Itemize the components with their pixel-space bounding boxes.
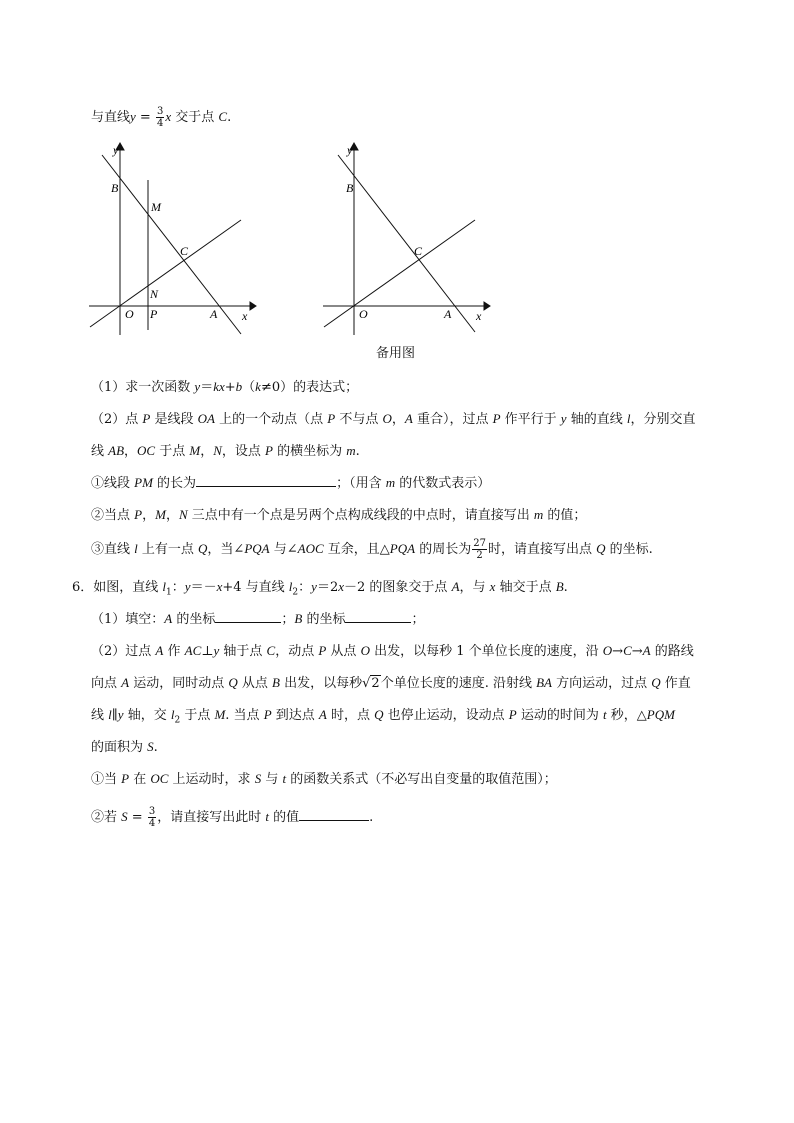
text: . [153, 740, 158, 755]
var: OC [150, 771, 169, 786]
text: （ [242, 380, 256, 395]
text: 与∠ [269, 542, 298, 557]
text: 的函数关系式（不必写出自变量的取值范围）； [286, 772, 557, 787]
text: （2）过点 [91, 644, 156, 659]
text: 重合），过点 [412, 412, 493, 427]
frac-num: 27 [473, 538, 486, 549]
text: ： [171, 580, 185, 595]
figure-caption: 备用图 [376, 346, 416, 361]
var: y [117, 707, 124, 722]
text: ， [165, 508, 179, 523]
text: ②当点 [91, 508, 135, 523]
text: ， [200, 444, 214, 459]
var: Q [198, 541, 208, 556]
var: BA [536, 675, 552, 690]
label-c: C [414, 244, 423, 258]
var: y [213, 643, 220, 658]
text: 于点 [155, 444, 190, 459]
var: kx [213, 379, 225, 394]
text: ： [298, 580, 312, 595]
text: 的坐标. [605, 542, 653, 557]
q6-part2-line3 [91, 706, 675, 730]
figure-2 [318, 140, 493, 340]
var: C [623, 643, 632, 658]
subscript: 2 [174, 715, 181, 726]
text: 的横坐标为 [273, 444, 347, 459]
sqrt-2: √2 [362, 676, 380, 691]
text: 轴的直线 [566, 412, 627, 427]
label-b: B [111, 181, 119, 195]
text: ，请直接写出此时 [157, 810, 266, 825]
label-n: N [150, 287, 159, 301]
var: y [184, 579, 191, 594]
text: 的路线 [650, 644, 694, 659]
var: Q [651, 675, 661, 690]
radicand: 2 [371, 676, 380, 691]
q5-sub3 [91, 538, 653, 561]
text: ＝－ [190, 580, 217, 595]
q5-part1 [91, 378, 358, 397]
var: l [626, 411, 631, 426]
text: 互余，且△ [323, 542, 390, 557]
text: ， [142, 508, 156, 523]
var-x: x [165, 109, 172, 124]
q6-sub1 [91, 770, 557, 789]
var: P [263, 707, 272, 722]
text: 于点 [180, 708, 215, 723]
q6-part2-line2 [91, 674, 691, 693]
label-b: B [346, 181, 354, 195]
line-oc [324, 220, 475, 327]
text: 上运动时，求 [168, 772, 255, 787]
intro-text: 与直线 [91, 110, 131, 125]
text: 的值； [543, 508, 587, 523]
q6-part2-line1 [91, 642, 694, 661]
var: b [235, 379, 243, 394]
text: 轴交于点 [495, 580, 556, 595]
text: 6．如图，直线 [72, 580, 163, 595]
q6-part1 [91, 610, 425, 629]
q6-sub2 [91, 806, 373, 829]
var: PQA [389, 541, 416, 556]
text: 线 [91, 444, 109, 459]
var: P [142, 411, 151, 426]
var: t [265, 809, 269, 824]
var: y [194, 379, 201, 394]
text: 出发，以每秒 1 个单位长度的速度，沿 [369, 644, 603, 659]
text: 作 [163, 644, 185, 659]
fraction-27-2 [472, 538, 487, 561]
label-o: O [359, 307, 368, 321]
var: M [155, 507, 166, 522]
var: l [288, 579, 293, 594]
var: l [162, 579, 167, 594]
text: 运动，同时动点 [129, 676, 229, 691]
text: 向点 [91, 676, 122, 691]
text: → [631, 644, 643, 659]
fraction-3-4 [156, 106, 164, 129]
var: P [121, 771, 130, 786]
line-ab [338, 155, 475, 332]
answer-blank[interactable] [299, 808, 369, 821]
x-axis-arrow [250, 302, 256, 310]
text: 到达点 [271, 708, 319, 723]
text: ， [391, 412, 405, 427]
var: AB [108, 443, 125, 458]
var: A [642, 643, 651, 658]
var: A [318, 707, 327, 722]
text: ①当 [91, 772, 122, 787]
text: 出发，以每秒 [279, 676, 363, 691]
text: ，分别交直 [630, 412, 696, 427]
text: ∥ [111, 708, 118, 723]
text: 的值 [268, 810, 300, 825]
text: 个单位长度的速度. 沿射线 [380, 676, 537, 691]
text: ，设点 [221, 444, 266, 459]
text: 时，点 [326, 708, 375, 723]
label-x: x [476, 309, 482, 323]
var: t [282, 771, 287, 786]
text: 时，请直接写出点 [487, 542, 597, 557]
var: x [338, 579, 345, 594]
var: PQA [244, 541, 270, 556]
label-m: M [151, 200, 161, 214]
frac-den: 4 [156, 118, 164, 129]
var: y [560, 411, 567, 426]
var: m [385, 475, 396, 490]
frac-num: 3 [148, 806, 156, 817]
answer-blank[interactable] [345, 610, 411, 623]
frac-den: 4 [148, 818, 156, 829]
label-y: y [113, 143, 119, 157]
point-c: C [218, 109, 228, 124]
var: B [294, 611, 303, 626]
var: l [170, 707, 175, 722]
frac-num: 3 [156, 106, 164, 117]
text: 作直 [660, 676, 691, 691]
label-o: O [125, 307, 134, 321]
label-p: P [150, 307, 158, 321]
label-a: A [210, 307, 218, 321]
var: y [311, 579, 317, 594]
text: 作平行于 [500, 412, 561, 427]
text: = [127, 810, 147, 825]
text: + [224, 380, 236, 395]
text: －2 的图象交于点 [344, 580, 452, 595]
text: 是线段 [150, 412, 198, 427]
text: 从点 [237, 676, 273, 691]
text: ≠0）的表达式； [260, 380, 359, 395]
text: ；（用含 [336, 476, 386, 491]
text: ＝ [200, 380, 214, 395]
text: ； [281, 612, 295, 627]
line-ab [102, 155, 241, 334]
q5-part2-line1 [91, 410, 695, 429]
var: M [214, 707, 226, 722]
text: +4 与直线 [222, 580, 289, 595]
var: P [492, 411, 501, 426]
var: O [360, 643, 370, 658]
label-y: y [347, 143, 353, 157]
var: Q [228, 675, 238, 690]
var: Q [374, 707, 384, 722]
text: 方向运动，过点 [551, 676, 652, 691]
frac-den: 2 [476, 550, 483, 561]
var: P [327, 411, 336, 426]
var: O [382, 411, 392, 426]
var: AC [184, 643, 202, 658]
var: P [134, 507, 143, 522]
text: ，动点 [275, 644, 319, 659]
var: S [254, 771, 262, 786]
text: . [563, 580, 568, 595]
text: 运动的时间为 [516, 708, 604, 723]
text: ①线段 [91, 476, 135, 491]
var-y: y [130, 109, 136, 124]
text: （2）点 [91, 412, 143, 427]
text: 的面积为 [91, 740, 148, 755]
var: A [121, 675, 130, 690]
text: . [369, 810, 374, 825]
text: ⊥ [201, 644, 214, 659]
equals: = [135, 110, 155, 125]
var: P [318, 643, 327, 658]
period: . [227, 110, 232, 125]
text: 的代数式表示） [395, 476, 491, 491]
text: 不与点 [335, 412, 383, 427]
var: A [451, 579, 460, 594]
var: OC [137, 443, 156, 458]
label-x: x [242, 309, 248, 323]
text: ， [124, 444, 138, 459]
text: ＝2 [316, 580, 339, 595]
var: PM [134, 475, 153, 490]
var: O [602, 643, 613, 658]
text: 从点 [326, 644, 361, 659]
subscript: 2 [292, 587, 299, 598]
text: 上的一个动点（点 [214, 412, 328, 427]
text: 在 [129, 772, 151, 787]
text: . [355, 444, 360, 459]
text: （1）填空： [91, 612, 165, 627]
var: x [489, 579, 496, 594]
q5-sub1 [91, 474, 490, 493]
text: 的坐标 [172, 612, 216, 627]
var: t [603, 707, 607, 722]
var: k [255, 379, 261, 394]
var: B [555, 579, 564, 594]
text: 轴于点 [219, 644, 267, 659]
q6-part2-line4 [91, 738, 158, 757]
text: ； [411, 612, 425, 627]
figure-1 [84, 140, 259, 340]
var: m [346, 443, 356, 458]
var: P [265, 443, 273, 458]
var: m [533, 507, 544, 522]
var: A [155, 643, 164, 658]
var: OA [197, 411, 215, 426]
text: 与 [261, 772, 283, 787]
q5-part2-line2 [91, 442, 360, 461]
var: l [134, 541, 138, 556]
var: B [272, 675, 280, 690]
var: x [216, 579, 223, 594]
text: 三点中有一个点是另两个点构成线段的中点时，请直接写出 [187, 508, 534, 523]
text: . 当点 [225, 708, 264, 723]
var: N [213, 443, 222, 458]
q5-sub2 [91, 506, 586, 525]
var: N [178, 507, 188, 522]
text: 的长为 [152, 476, 197, 491]
text: ②若 [91, 810, 122, 825]
text: ③直线 [91, 542, 135, 557]
fraction-3-4 [148, 806, 156, 829]
text: 的周长为 [415, 542, 472, 557]
text: 轴，交 [123, 708, 171, 723]
text: ，当∠ [207, 542, 245, 557]
label-a: A [444, 307, 452, 321]
subscript: 1 [166, 587, 172, 598]
var: AOC [297, 541, 324, 556]
answer-blank[interactable] [196, 474, 336, 487]
text: 线 [91, 708, 109, 723]
text: 秒，△ [606, 708, 647, 723]
var: M [189, 443, 201, 458]
text: → [612, 644, 624, 659]
text: 的坐标 [302, 612, 346, 627]
text: 上有一点 [137, 542, 199, 557]
x-axis-arrow [484, 302, 490, 310]
text: （1）求一次函数 [91, 380, 195, 395]
text: ，与 [459, 580, 490, 595]
var: P [508, 707, 517, 722]
intro-text-2: 交于点 [171, 110, 219, 125]
var: PQM [646, 707, 675, 722]
text: 也停止运动，设动点 [383, 708, 509, 723]
var: l [108, 707, 112, 722]
var: S [121, 809, 128, 824]
var: A [404, 411, 413, 426]
var: S [147, 739, 154, 754]
var: Q [596, 541, 606, 556]
intro-line [91, 106, 231, 129]
var: C [266, 643, 276, 658]
answer-blank[interactable] [215, 610, 281, 623]
label-c: C [180, 244, 189, 258]
q6-header [72, 578, 568, 602]
var: A [164, 611, 173, 626]
